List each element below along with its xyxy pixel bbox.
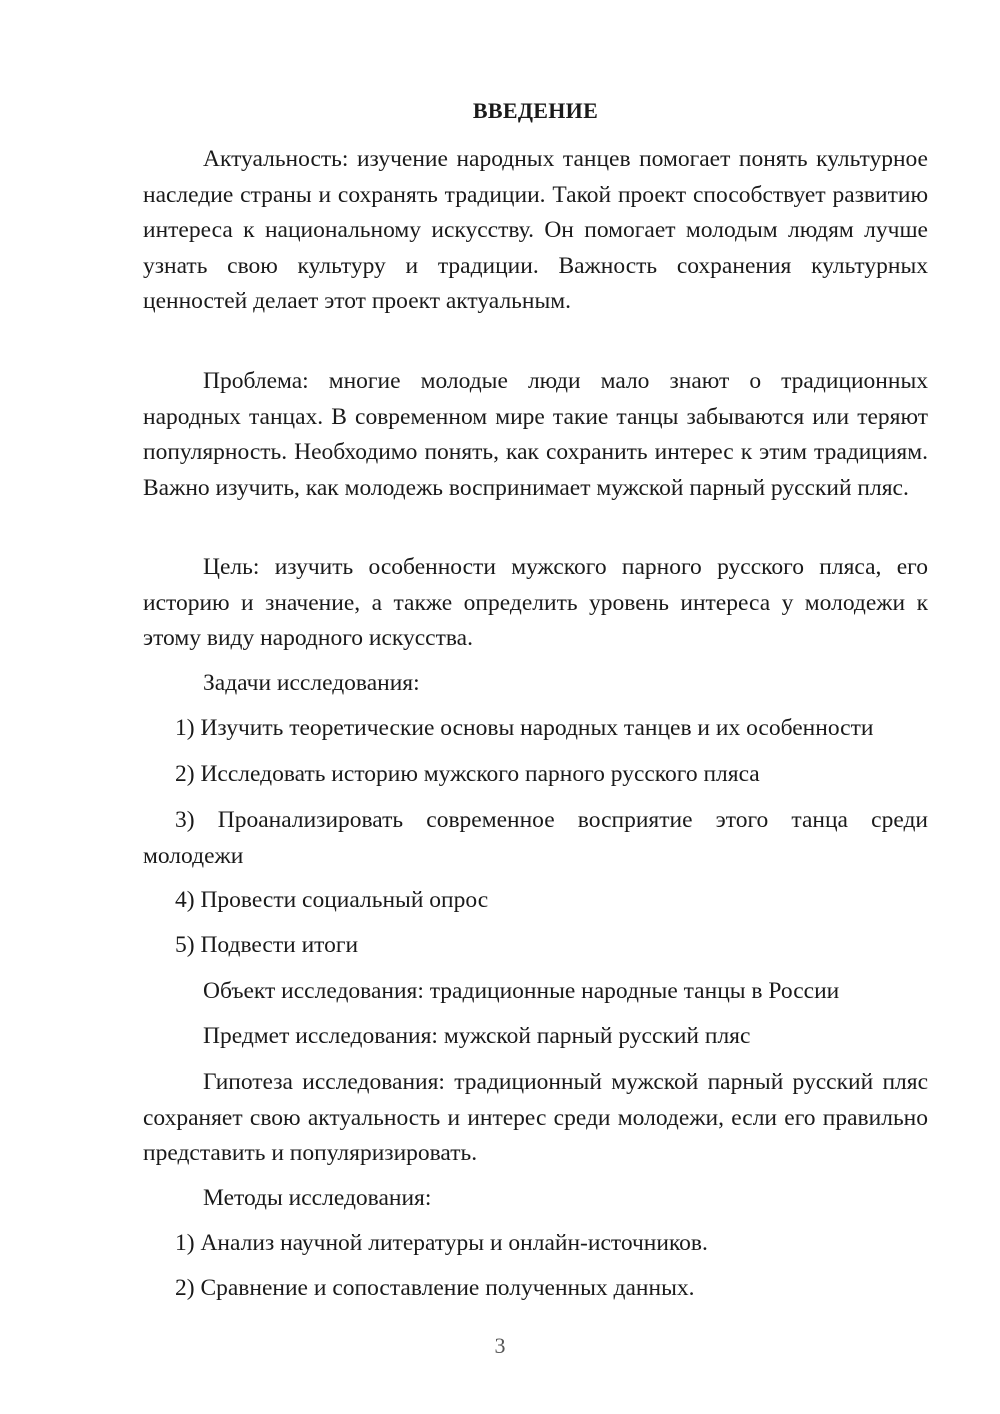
page-number: 3	[494, 1333, 506, 1358]
method-item: 1) Анализ научной литературы и онлайн-источников.	[175, 1230, 708, 1256]
goal-paragraph: Цель: изучить особенности мужского парного русского пляса, его историю и значение, а также определить уровень интереса у молодежи к этому виду народного искусства.	[143, 554, 928, 651]
task-item: 3) Проанализировать современное восприятие этого танца среди молодежи	[143, 807, 928, 869]
subject-line: Предмет исследования: мужской парный русский пляс	[203, 1023, 751, 1049]
tasks-heading: Задачи исследования:	[203, 670, 420, 696]
task-item: 2) Исследовать историю мужского парного русского пляса	[175, 761, 760, 787]
method-item: 2) Сравнение и сопоставление полученных данных.	[175, 1275, 695, 1301]
object-line: Объект исследования: традиционные народные танцы в России	[203, 978, 840, 1004]
relevance-paragraph: Актуальность: изучение народных танцев помогает понять культурное наследие страны и сохранять традиции. Такой проект способствует развитию интереса к национальному искусству. Он помогает молодым людям лучше узнать свою культуру и традиции. Важность сохранения культурных ценностей делает этот проект актуальным.	[143, 146, 928, 314]
task-item: 1) Изучить теоретические основы народных танцев и их особенности	[175, 715, 874, 741]
task-item: 5) Подвести итоги	[175, 932, 359, 958]
section-title: ВВЕДЕНИЕ	[472, 98, 599, 123]
hypothesis-paragraph: Гипотеза исследования: традиционный мужской парный русский пляс сохраняет свою актуальность и интерес среди молодежи, если его правильно представить и популяризировать.	[143, 1069, 928, 1166]
problem-paragraph: Проблема: многие молодые люди мало знают о традиционных народных танцах. В современном мире такие танцы забываются или теряют популярность. Необходимо понять, как сохранить интерес к этим традициям. Важно изучить, как молодежь воспринимает мужской парный русский пляс.	[143, 368, 928, 501]
task-item: 4) Провести социальный опрос	[175, 887, 489, 913]
methods-heading: Методы исследования:	[203, 1185, 432, 1211]
